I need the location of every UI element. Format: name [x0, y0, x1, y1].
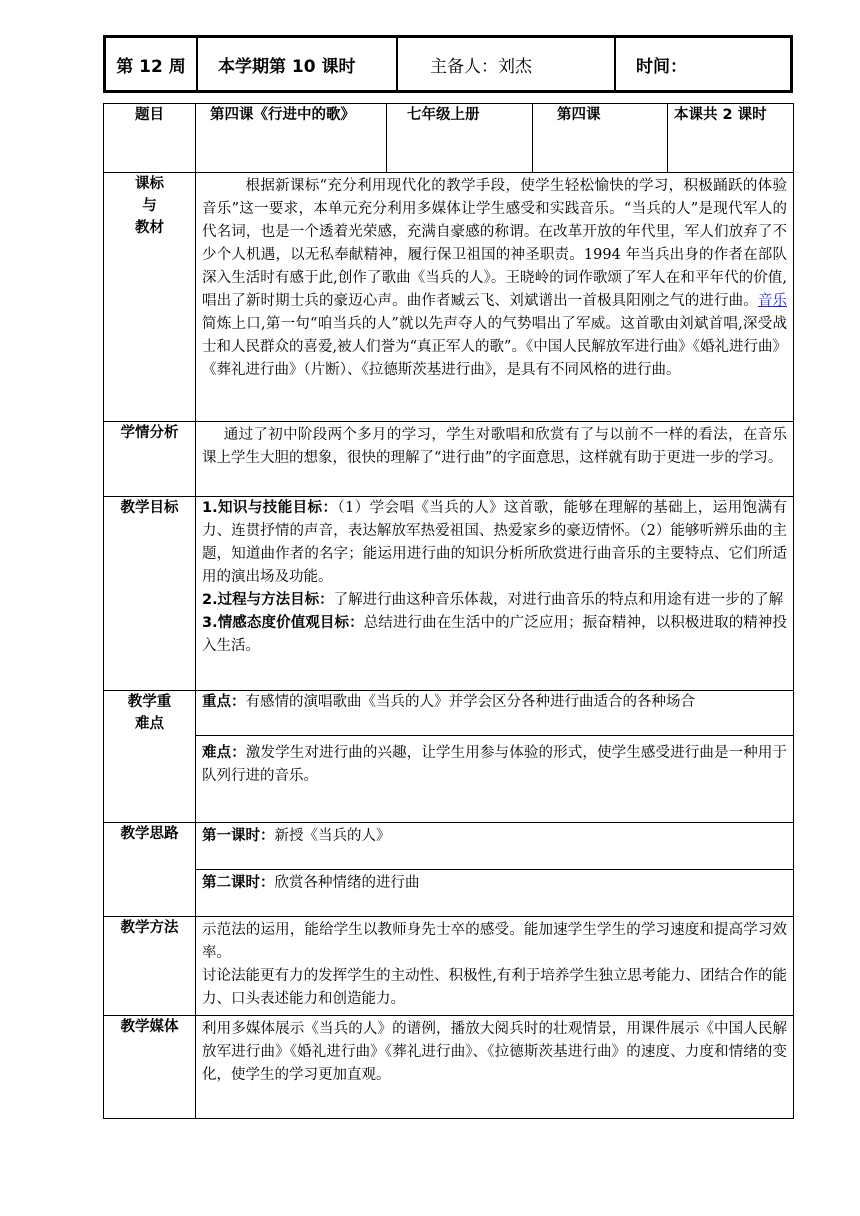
lesson-cell: 本学期第 10 课时	[198, 38, 398, 90]
topic-label: 题目	[104, 104, 196, 173]
objectives-row	[104, 497, 794, 691]
grade: 七年级上册	[387, 104, 533, 173]
methods-row	[104, 917, 794, 1016]
key-point-content	[196, 691, 794, 736]
preparer-cell: 主备人：刘杰	[398, 38, 616, 90]
second-lesson-text: 第二课时：欣赏各种情绪的进行曲	[202, 875, 420, 891]
standards-text: 根据新课标“充分利用现代化的教学手段，使学生轻松愉快的学习，积极踊跃的体验音乐”这一要求，本单元充分利用多媒体让学生感受和实践音乐。“当兵的人”是现代军人的代名词，也是一个透着光荣感，充满自豪感的称谓。在改革开放的年代里，军人们放弃了不少个人机遇，以无私奉献精神，履行保卫祖国的神圣职责。1994 年当兵出身的作者在部队深入生活时有感于此,创作了歌曲《当兵的人》。王晓岭的词作歌颂了军人在和平年代的价值,唱出了新时期士兵的豪迈心声。曲作者臧云飞、刘斌谱出一首极具阳刚之气的进行曲。音乐简炼上口,第一句“咱当兵的人”就以先声夺人的气势唱出了军威。这首歌由刘斌首唱,深受战士和人民群众的喜爱,被人们誉为“真正军人的歌”。《中国人民解放军进行曲》《婚礼进行曲》《葬礼进行曲》（片断）、《拉德斯茨基进行曲》，是具有不同风格的进行曲。	[202, 178, 788, 378]
lesson-plan-table	[103, 103, 794, 1119]
analysis-label: 学情分析	[104, 422, 196, 497]
week-cell: 第 12 周	[106, 38, 198, 90]
unit: 第四课	[533, 104, 668, 173]
methods-text: 示范法的运用，能给学生以教师身先士卒的感受。能加速学生学生的学习速度和提高学习效率。	[202, 922, 787, 961]
standards-content	[196, 173, 794, 422]
standards-label-line: 课标	[135, 176, 164, 192]
methods-text: 讨论法能更有力的发挥学生的主动性、积极性,有利于培养学生独立思考能力、团结合作的能力、口头表述能力和创造能力。	[202, 968, 787, 1007]
header-table	[103, 35, 793, 93]
time-cell: 时间：	[636, 56, 687, 77]
difficulties-label: 教学重 难点	[104, 691, 196, 823]
approach-label: 教学思路	[104, 823, 196, 917]
first-lesson-row	[104, 823, 794, 870]
objective-item: 1.知识与技能目标：（1）学会唱《当兵的人》这首歌，能够在理解的基础上，运用饱满有力、连贯抒情的声音，表达解放军热爱祖国、热爱家乡的豪迈情怀。（2）能够听辨乐曲的主题，知道曲作者的名字；能运用进行曲的知识分析所欣赏进行曲音乐的主要特点、它们所适用的演出场及功能。	[202, 500, 787, 585]
second-lesson-content	[196, 870, 794, 917]
total-hours: 本课共 2 课时	[668, 104, 794, 173]
lesson-title: 第四课《行进中的歌》	[196, 104, 387, 173]
first-lesson-text: 第一课时：新授《当兵的人》	[202, 828, 391, 844]
standards-label-line: 与	[142, 198, 157, 214]
media-text: 利用多媒体展示《当兵的人》的谱例，播放大阅兵时的壮观情景，用课件展示《中国人民解放军进行曲》《婚礼进行曲》《葬礼进行曲》、《拉德斯茨基进行曲》的速度、力度和情绪的变化，使学生的学习更加直观。	[202, 1021, 787, 1083]
key-point-text: 重点：有感情的演唱歌曲《当兵的人》并学会区分各种进行曲适合的各种场合	[202, 694, 695, 710]
difficult-point-row	[104, 736, 794, 823]
standards-label-line: 教材	[135, 220, 164, 236]
standards-label	[104, 173, 196, 422]
difficult-point-text: 难点：激发学生对进行曲的兴趣，让学生用参与体验的形式，使学生感受进行曲是一种用于队列行进的音乐。	[202, 745, 788, 784]
key-point-row	[104, 691, 794, 736]
standards-row	[104, 173, 794, 422]
analysis-row	[104, 422, 794, 497]
analysis-text: 通过了初中阶段两个多月的学习，学生对歌唱和欣赏有了与以前不一样的看法，在音乐课上学生大胆的想象，很快的理解了“进行曲”的字面意思，这样就有助于更进一步的学习。	[202, 427, 787, 466]
media-row	[104, 1016, 794, 1119]
second-lesson-row	[104, 870, 794, 917]
methods-label: 教学方法	[104, 917, 196, 1016]
difficult-point-content	[196, 736, 794, 823]
objectives-label: 教学目标	[104, 497, 196, 691]
music-link[interactable]: 音乐	[757, 293, 788, 309]
first-lesson-content	[196, 823, 794, 870]
methods-content	[196, 917, 794, 1016]
objective-item: 3.情感态度价值观目标：总结进行曲在生活中的广泛应用；振奋精神，以积极进取的精神投入生活。	[202, 615, 787, 654]
objective-item: 2.过程与方法目标：了解进行曲这种音乐体裁，对进行曲音乐的特点和用途有进一步的了解	[202, 592, 784, 608]
objectives-content	[196, 497, 794, 691]
analysis-content	[196, 422, 794, 497]
topic-row	[104, 104, 794, 173]
media-label: 教学媒体	[104, 1016, 196, 1119]
media-content	[196, 1016, 794, 1119]
